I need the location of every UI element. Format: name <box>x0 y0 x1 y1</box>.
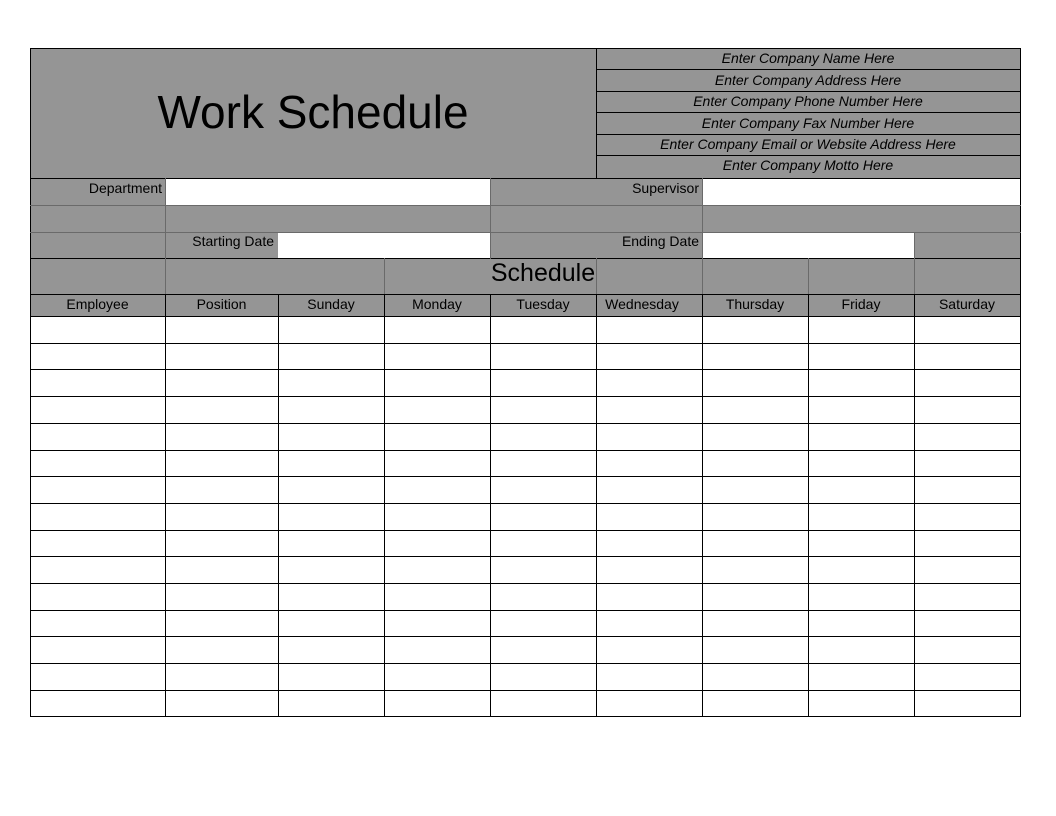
col-line-4 <box>490 294 491 717</box>
page-title: Work Schedule <box>157 86 469 138</box>
table-cell[interactable] <box>596 476 702 503</box>
rule-dept-bottom <box>30 205 1021 206</box>
table-cell[interactable] <box>702 343 808 370</box>
table-cell[interactable] <box>278 450 384 477</box>
company-name[interactable]: Enter Company Name Here <box>721 50 895 66</box>
row-line <box>30 690 1021 691</box>
col-line-3 <box>384 294 385 717</box>
table-cell[interactable] <box>165 663 278 690</box>
column-header-sunday: Sunday <box>307 296 355 312</box>
table-cell[interactable] <box>808 636 914 663</box>
row-line <box>30 343 1021 344</box>
table-cell[interactable] <box>30 530 165 557</box>
table-cell[interactable] <box>808 343 914 370</box>
col-line-1 <box>165 294 166 717</box>
table-cell[interactable] <box>490 663 596 690</box>
table-cell[interactable] <box>490 423 596 450</box>
row-line <box>30 423 1021 424</box>
company-motto[interactable]: Enter Company Motto Here <box>722 157 894 173</box>
col-line-5 <box>596 294 597 717</box>
table-cell[interactable] <box>384 343 490 370</box>
company-phone[interactable]: Enter Company Phone Number Here <box>693 93 923 109</box>
vsep-354-sched <box>384 258 385 295</box>
table-cell[interactable] <box>30 423 165 450</box>
table-cell[interactable] <box>596 343 702 370</box>
table-cell[interactable] <box>808 423 914 450</box>
row-line <box>30 663 1021 664</box>
table-cell[interactable] <box>596 503 702 530</box>
table-cell[interactable] <box>596 690 702 717</box>
table-cell[interactable] <box>702 583 808 610</box>
table-cell[interactable] <box>278 636 384 663</box>
border-left <box>30 48 31 717</box>
info-line-4 <box>596 134 1020 135</box>
table-cell[interactable] <box>278 369 384 396</box>
table-cell[interactable] <box>702 530 808 557</box>
border-top <box>30 48 1021 49</box>
table-cell[interactable] <box>808 663 914 690</box>
table-cell[interactable] <box>278 690 384 717</box>
table-cell[interactable] <box>278 583 384 610</box>
table-cell[interactable] <box>278 556 384 583</box>
table-cell[interactable] <box>165 396 278 423</box>
table-cell[interactable] <box>384 476 490 503</box>
table-cell[interactable] <box>490 476 596 503</box>
rule-dates-bottom <box>30 258 1021 259</box>
work-schedule-sheet <box>30 48 1020 717</box>
table-cell[interactable] <box>278 610 384 637</box>
ending-date-label: Ending Date <box>621 233 699 249</box>
table-cell[interactable] <box>490 396 596 423</box>
col-line-8 <box>914 294 915 717</box>
row-line <box>30 583 1021 584</box>
table-cell[interactable] <box>914 503 1020 530</box>
table-cell[interactable] <box>596 369 702 396</box>
row-line <box>30 610 1021 611</box>
table-cell[interactable] <box>384 583 490 610</box>
table-cell[interactable] <box>808 690 914 717</box>
table-cell[interactable] <box>165 450 278 477</box>
info-line-5 <box>596 155 1020 156</box>
table-cell[interactable] <box>490 316 596 343</box>
table-cell[interactable] <box>702 556 808 583</box>
table-cell[interactable] <box>808 396 914 423</box>
table-cell[interactable] <box>490 636 596 663</box>
rule-spacer-bottom <box>30 232 1021 233</box>
vsep-884-header <box>914 232 915 259</box>
table-cell[interactable] <box>490 583 596 610</box>
table-cell[interactable] <box>165 583 278 610</box>
department-label: Department <box>88 180 162 196</box>
table-cell[interactable] <box>490 369 596 396</box>
schedule-heading: Schedule <box>490 259 596 287</box>
table-cell[interactable] <box>384 369 490 396</box>
table-cell[interactable] <box>384 450 490 477</box>
table-cell[interactable] <box>596 450 702 477</box>
table-cell[interactable] <box>30 369 165 396</box>
table-cell[interactable] <box>596 556 702 583</box>
vsep-884-sched <box>914 258 915 295</box>
table-cell[interactable] <box>914 610 1020 637</box>
table-cell[interactable] <box>808 610 914 637</box>
supervisor-label: Supervisor <box>632 180 699 196</box>
info-line-2 <box>596 91 1020 92</box>
table-cell[interactable] <box>808 450 914 477</box>
table-cell[interactable] <box>490 530 596 557</box>
table-cell[interactable] <box>278 530 384 557</box>
table-cell[interactable] <box>702 316 808 343</box>
table-cell[interactable] <box>165 503 278 530</box>
table-cell[interactable] <box>702 636 808 663</box>
column-header-wednesday: Wednesday <box>605 296 679 312</box>
table-cell[interactable] <box>596 316 702 343</box>
table-cell[interactable] <box>384 636 490 663</box>
table-cell[interactable] <box>30 450 165 477</box>
column-header-employee: Employee <box>66 296 129 312</box>
table-cell[interactable] <box>596 423 702 450</box>
table-cell[interactable] <box>596 583 702 610</box>
row-line <box>30 503 1021 504</box>
rule-columns-bottom <box>30 316 1021 317</box>
table-cell[interactable] <box>914 583 1020 610</box>
row-line <box>30 450 1021 451</box>
table-cell[interactable] <box>490 503 596 530</box>
table-cell[interactable] <box>702 690 808 717</box>
table-cell[interactable] <box>702 396 808 423</box>
table-cell[interactable] <box>808 556 914 583</box>
table-cell[interactable] <box>808 476 914 503</box>
row-line <box>30 530 1021 531</box>
table-cell[interactable] <box>165 476 278 503</box>
table-cell[interactable] <box>808 583 914 610</box>
col-line-6 <box>702 294 703 717</box>
table-cell[interactable] <box>278 316 384 343</box>
table-cell[interactable] <box>30 343 165 370</box>
table-cell[interactable] <box>596 530 702 557</box>
table-cell[interactable] <box>808 316 914 343</box>
table-cell[interactable] <box>914 316 1020 343</box>
table-cell[interactable] <box>596 396 702 423</box>
vsep-672-header <box>702 178 703 259</box>
table-cell[interactable] <box>914 476 1020 503</box>
table-cell[interactable] <box>165 636 278 663</box>
info-line-1 <box>596 69 1020 70</box>
table-cell[interactable] <box>914 396 1020 423</box>
col-line-2 <box>278 294 279 717</box>
vsep-566-sched <box>596 258 597 295</box>
table-cell[interactable] <box>490 450 596 477</box>
table-cell[interactable] <box>702 423 808 450</box>
table-cell[interactable] <box>384 690 490 717</box>
table-cell[interactable] <box>490 610 596 637</box>
table-cell[interactable] <box>384 556 490 583</box>
column-header-monday: Monday <box>412 296 462 312</box>
table-cell[interactable] <box>596 663 702 690</box>
table-cell[interactable] <box>808 503 914 530</box>
vsep-672-sched <box>702 258 703 295</box>
table-cell[interactable] <box>30 556 165 583</box>
table-cell[interactable] <box>30 503 165 530</box>
starting-date-field[interactable] <box>278 232 490 258</box>
table-cell[interactable] <box>278 396 384 423</box>
table-cell[interactable] <box>702 476 808 503</box>
table-cell[interactable] <box>914 556 1020 583</box>
table-cell[interactable] <box>490 556 596 583</box>
table-cell[interactable] <box>30 690 165 717</box>
table-cell[interactable] <box>165 690 278 717</box>
table-cell[interactable] <box>914 636 1020 663</box>
row-line <box>30 476 1021 477</box>
table-cell[interactable] <box>702 663 808 690</box>
title-divider <box>596 48 597 178</box>
table-cell[interactable] <box>165 610 278 637</box>
table-cell[interactable] <box>808 369 914 396</box>
column-header-position: Position <box>196 296 247 312</box>
row-line <box>30 636 1021 637</box>
vsep-778-sched <box>808 258 809 295</box>
table-cell[interactable] <box>596 636 702 663</box>
table-cell[interactable] <box>702 369 808 396</box>
table-cell[interactable] <box>278 663 384 690</box>
table-cell[interactable] <box>30 610 165 637</box>
table-cell[interactable] <box>914 450 1020 477</box>
table-cell[interactable] <box>490 343 596 370</box>
table-cell[interactable] <box>30 476 165 503</box>
border-right <box>1020 48 1021 717</box>
table-cell[interactable] <box>278 423 384 450</box>
table-cell[interactable] <box>165 556 278 583</box>
supervisor-field[interactable] <box>702 178 1020 205</box>
table-cell[interactable] <box>490 690 596 717</box>
table-cell[interactable] <box>30 396 165 423</box>
ending-date-field[interactable] <box>702 232 914 258</box>
rule-schedule-bottom <box>30 294 1021 295</box>
table-cell[interactable] <box>384 530 490 557</box>
table-cell[interactable] <box>384 503 490 530</box>
table-cell[interactable] <box>702 450 808 477</box>
table-cell[interactable] <box>384 610 490 637</box>
company-email-website[interactable]: Enter Company Email or Website Address Here <box>660 136 956 152</box>
vsep-135-header <box>165 178 166 295</box>
table-cell[interactable] <box>914 663 1020 690</box>
table-cell[interactable] <box>30 663 165 690</box>
table-cell[interactable] <box>702 503 808 530</box>
row-line <box>30 396 1021 397</box>
table-cell[interactable] <box>384 423 490 450</box>
column-header-saturday: Saturday <box>938 296 996 312</box>
table-cell[interactable] <box>30 316 165 343</box>
table-cell[interactable] <box>914 369 1020 396</box>
table-cell[interactable] <box>384 396 490 423</box>
table-cell[interactable] <box>914 423 1020 450</box>
company-address[interactable]: Enter Company Address Here <box>714 72 902 88</box>
table-cell[interactable] <box>914 690 1020 717</box>
table-cell[interactable] <box>165 423 278 450</box>
rule-title-bottom <box>30 178 1021 179</box>
border-bottom <box>30 716 1021 717</box>
table-cell[interactable] <box>30 636 165 663</box>
vsep-460-header <box>490 178 491 259</box>
column-header-friday: Friday <box>841 296 881 312</box>
table-cell[interactable] <box>914 530 1020 557</box>
table-cell[interactable] <box>165 530 278 557</box>
table-cell[interactable] <box>278 343 384 370</box>
col-line-7 <box>808 294 809 717</box>
table-cell[interactable] <box>702 610 808 637</box>
column-header-thursday: Thursday <box>725 296 785 312</box>
department-field[interactable] <box>165 178 490 205</box>
table-cell[interactable] <box>384 316 490 343</box>
table-cell[interactable] <box>914 343 1020 370</box>
column-header-tuesday: Tuesday <box>516 296 570 312</box>
table-cell[interactable] <box>165 343 278 370</box>
table-cell[interactable] <box>278 476 384 503</box>
table-cell[interactable] <box>165 369 278 396</box>
table-cell[interactable] <box>808 530 914 557</box>
row-line <box>30 556 1021 557</box>
info-line-3 <box>596 112 1020 113</box>
row-line <box>30 369 1021 370</box>
table-cell[interactable] <box>278 503 384 530</box>
table-cell[interactable] <box>165 316 278 343</box>
table-cell[interactable] <box>30 583 165 610</box>
table-cell[interactable] <box>384 663 490 690</box>
starting-date-label: Starting Date <box>192 233 274 249</box>
company-fax[interactable]: Enter Company Fax Number Here <box>701 115 915 131</box>
table-cell[interactable] <box>596 610 702 637</box>
